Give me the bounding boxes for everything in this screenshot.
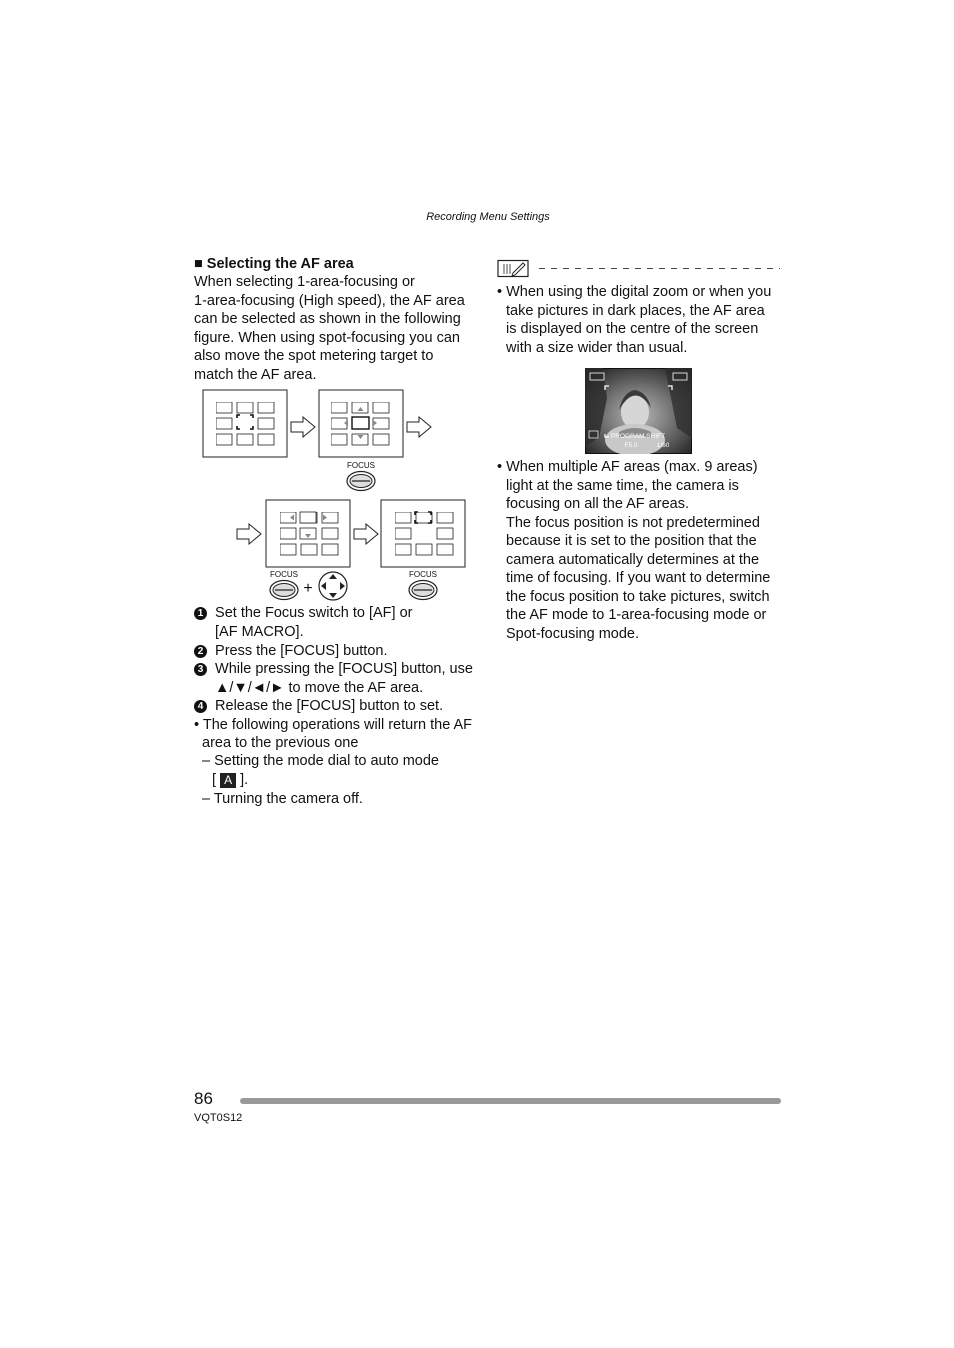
step-2 — [194, 642, 388, 661]
focus-label: FOCUS — [347, 461, 375, 470]
arrow-icon — [354, 524, 378, 544]
focus-label: FOCUS — [270, 570, 298, 579]
step-1 — [194, 604, 412, 623]
af-panel-set — [381, 500, 465, 567]
note-line: light at the same time, the camera is — [506, 477, 739, 494]
intro-paragraph — [194, 273, 465, 384]
arrow-icon — [291, 417, 315, 437]
section-heading — [194, 255, 354, 274]
af-area-figure — [200, 388, 475, 603]
osd-aperture: F5.0 — [624, 442, 638, 449]
step-3 — [194, 660, 473, 679]
note-line: • When using the digital zoom or when you — [497, 284, 772, 300]
focus-button-icon — [270, 581, 298, 600]
arrow-icon — [237, 524, 261, 544]
note-line: is displayed on the centre of the screen — [506, 321, 759, 337]
step-text: Set the Focus switch to [AF] or — [215, 605, 413, 621]
step-1-continued: [AF MACRO]. — [215, 624, 304, 640]
dash-item-continued — [212, 771, 248, 790]
step-number: 3 — [194, 663, 207, 676]
af-panel-moving — [266, 500, 350, 567]
page-number: 86 — [194, 1089, 213, 1108]
plus-sign: + — [303, 580, 313, 597]
dash-item: – Turning the camera off. — [202, 791, 363, 807]
note-line: with a size wider than usual. — [506, 339, 688, 356]
note-line: because it is set to the position that the — [506, 533, 757, 549]
note-line: the AF mode to 1-area-focusing mode or — [506, 607, 767, 623]
footer-rule — [240, 1098, 781, 1104]
step-text: While pressing the [FOCUS] button, use — [215, 661, 473, 677]
note-icon — [498, 261, 528, 277]
osd-program-shift: PROGRAM SHIFT — [610, 433, 666, 440]
model-code: VQT0S12 — [194, 1112, 243, 1124]
intro-line: figure. When using spot-focusing you can — [194, 329, 460, 346]
note-line: • When multiple AF areas (max. 9 areas) — [497, 459, 758, 475]
note-line: take pictures in dark places, the AF area — [506, 302, 765, 319]
arrow-icon — [407, 417, 431, 437]
intro-line: When selecting 1-area-focusing or — [194, 274, 415, 290]
note-line: the focus position to take pictures, switch — [506, 588, 770, 605]
af-panel-initial — [203, 390, 287, 457]
bullet-text-continued: area to the previous one — [202, 735, 359, 751]
note-bullet-2 — [497, 458, 770, 643]
running-header: Recording Menu Settings — [426, 211, 550, 223]
focus-button-icon — [347, 472, 375, 491]
step-4 — [194, 697, 443, 716]
step-number: 1 — [194, 607, 207, 620]
auto-mode-icon: A — [220, 773, 236, 788]
step-number: 2 — [194, 645, 207, 658]
note-line: camera automatically determines at the — [506, 551, 760, 568]
step-number: 4 — [194, 700, 207, 713]
osd-shutter: 1/60 — [656, 442, 670, 449]
intro-line: match the AF area. — [194, 366, 317, 383]
bullet-text: • The following operations will return the AF — [194, 717, 473, 733]
note-line: focusing on all the AF areas. — [506, 496, 689, 512]
note-line: Spot-focusing mode. — [506, 625, 639, 642]
step-3-continued: ▲/▼/◄/► to move the AF area. — [215, 680, 424, 696]
intro-line: also move the spot metering target to — [194, 348, 434, 364]
heading-marker: ■ — [194, 256, 203, 272]
step-text: Release the [FOCUS] button to set. — [215, 698, 444, 714]
note-line: The focus position is not predetermined — [506, 514, 760, 531]
af-panel-focus-pressed — [319, 390, 403, 457]
intro-line: can be selected as shown in the following — [194, 311, 461, 327]
bracket-open: [ — [212, 772, 217, 788]
intro-line: 1-area-focusing (High speed), the AF area — [194, 292, 465, 309]
note-line: time of focusing. If you want to determine — [506, 570, 771, 586]
dash-item: – Setting the mode dial to auto mode — [202, 753, 439, 769]
note-bullet-1 — [497, 283, 771, 357]
heading-text: Selecting the AF area — [206, 256, 354, 272]
step-text: Press the [FOCUS] button. — [215, 643, 388, 659]
lcd-example-photo — [585, 368, 692, 454]
cursor-pad-icon — [319, 572, 347, 600]
bracket-close: ]. — [240, 772, 249, 788]
focus-label: FOCUS — [409, 570, 437, 579]
note-divider — [497, 259, 782, 279]
focus-button-icon — [409, 581, 437, 600]
